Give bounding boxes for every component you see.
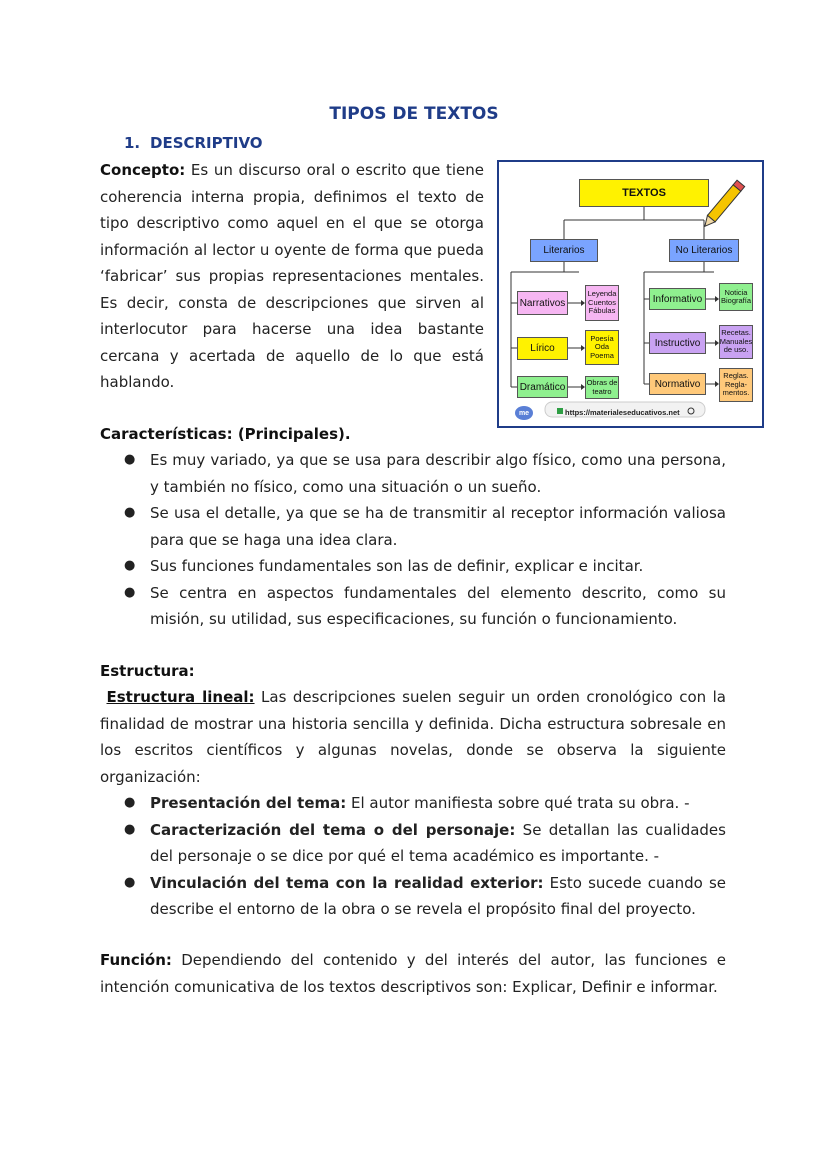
diagram-lirico-sub: Poesía Oda Poema [585, 330, 619, 365]
diagram-normativo: Normativo [649, 373, 706, 395]
list-item-bold: Presentación del tema: [150, 794, 347, 812]
list-item-text: Esto sucede cuando se describe el entorno de la obra o se revela el propósito final del proyecto. [150, 873, 726, 918]
list-item: ● Es muy variado, ya que se usa para describir algo físico, como una persona, y también no físico, como una situación o un sueño. [124, 451, 726, 496]
diagram-informativo-sub: Noticia Biografía [719, 283, 753, 311]
list-item-text: El autor manifiesta sobre qué trata su obra. - [346, 794, 690, 812]
list-item-bold: Vinculación del tema con la realidad exterior: [150, 873, 544, 892]
function-text: Dependiendo del contenido y del interés del autor, las funciones e intención comunicativa de los textos descriptivos son: Explicar, Definir e informar. [100, 951, 726, 996]
concept-label: Concepto: [100, 161, 186, 179]
diagram-normativo-sub: Reglas. Regla- mentos. [719, 368, 753, 402]
characteristics-label: Características: (Principales). [100, 425, 351, 443]
list-item: ● Se centra en aspectos fundamentales del elemento descrito, como su misión, su utilidad, sus especificaciones, su función o funcionamiento. [124, 583, 726, 628]
structure-list [100, 790, 726, 923]
function-label: Función: [100, 951, 172, 969]
diagram-url: https://materialeseducativos.net [565, 408, 680, 417]
list-item-text: Se usa el detalle, ya que se ha de transmitir al receptor información valiosa para que se haga una idea clara. [150, 504, 726, 549]
diagram-instructivo: Instructivo [649, 332, 706, 354]
list-item-text: Es muy variado, ya que se usa para describir algo físico, como una persona, y también no físico, como una situación o un sueño. [150, 451, 726, 496]
structure-label: Estructura: [100, 662, 195, 680]
diagram-informativo: Informativo [649, 288, 706, 310]
list-item-bold: Caracterización del tema o del personaje: [150, 820, 516, 839]
characteristics-list [100, 447, 726, 633]
diagram-instructivo-sub: Recetas. Manuales de uso. [719, 325, 753, 359]
page-title: TIPOS DE TEXTOS [329, 104, 499, 124]
list-item: ● Caracterización del tema o del personaje: Se detallan las cualidades del personaje o se dice por qué el tema académico es importante. - [124, 820, 726, 865]
diagram-narrativos: Narrativos [517, 291, 568, 315]
list-item-text: Sus funciones fundamentales son las de definir, explicar e incitar. [150, 557, 644, 575]
lock-icon [557, 408, 563, 414]
structure-linear-text: Las descripciones suelen seguir un orden cronológico con la finalidad de mostrar una historia sencilla y definida. Dicha estructura sobresale en los escritos científicos y algunas novelas, donde se observa la siguiente organización: [100, 688, 726, 786]
concept-text: Es un discurso oral o escrito que tiene coherencia interna propia, definimos el texto de tipo descriptivo como aquel en el que se otorga información al lector u oyente de forma que pueda ‘fabricar’ sus propias representaciones mentales. Es decir, consta de descripciones que sirven al interlocutor para hacerse una idea bastante cercana y acertada de aquello de lo que está hablando. [100, 161, 484, 391]
text-types-diagram [497, 160, 764, 428]
structure-paragraph [100, 684, 726, 790]
diagram-dramatico-sub: Obras de teatro [585, 376, 619, 399]
diagram-dramatico: Dramático [517, 376, 568, 398]
list-item: ● Se usa el detalle, ya que se ha de transmitir al receptor información valiosa para que se haga una idea clara. [124, 504, 726, 549]
section-name: DESCRIPTIVO [150, 134, 263, 152]
concept-paragraph [100, 157, 484, 396]
diagram-root: TEXTOS [579, 179, 709, 207]
section-number: 1. [124, 134, 141, 152]
diagram-lirico: Lírico [517, 337, 568, 360]
diagram-literarios: Literarios [530, 239, 598, 262]
section-heading [124, 134, 263, 152]
list-item: ● Presentación del tema: El autor manifiesta sobre qué trata su obra. - [124, 794, 690, 812]
list-item-text: Se centra en aspectos fundamentales del elemento descrito, como su misión, su utilidad, sus especificaciones, su función o funcionamiento. [150, 583, 726, 628]
structure-linear-label: Estructura lineal: [106, 688, 255, 706]
site-logo: me [515, 406, 533, 420]
function-paragraph [100, 947, 726, 1000]
diagram-no-literarios: No Literarios [669, 239, 739, 262]
list-item: ● Sus funciones fundamentales son las de definir, explicar e incitar. [124, 557, 644, 575]
diagram-narrativos-sub: Leyenda Cuentos Fábulas [585, 285, 619, 321]
list-item-text: Se detallan las cualidades del personaje o se dice por qué el tema académico es importante. - [150, 820, 726, 865]
list-item: ● Vinculación del tema con la realidad exterior: Esto sucede cuando se describe el entorno de la obra o se revela el propósito final del proyecto. [124, 873, 726, 918]
